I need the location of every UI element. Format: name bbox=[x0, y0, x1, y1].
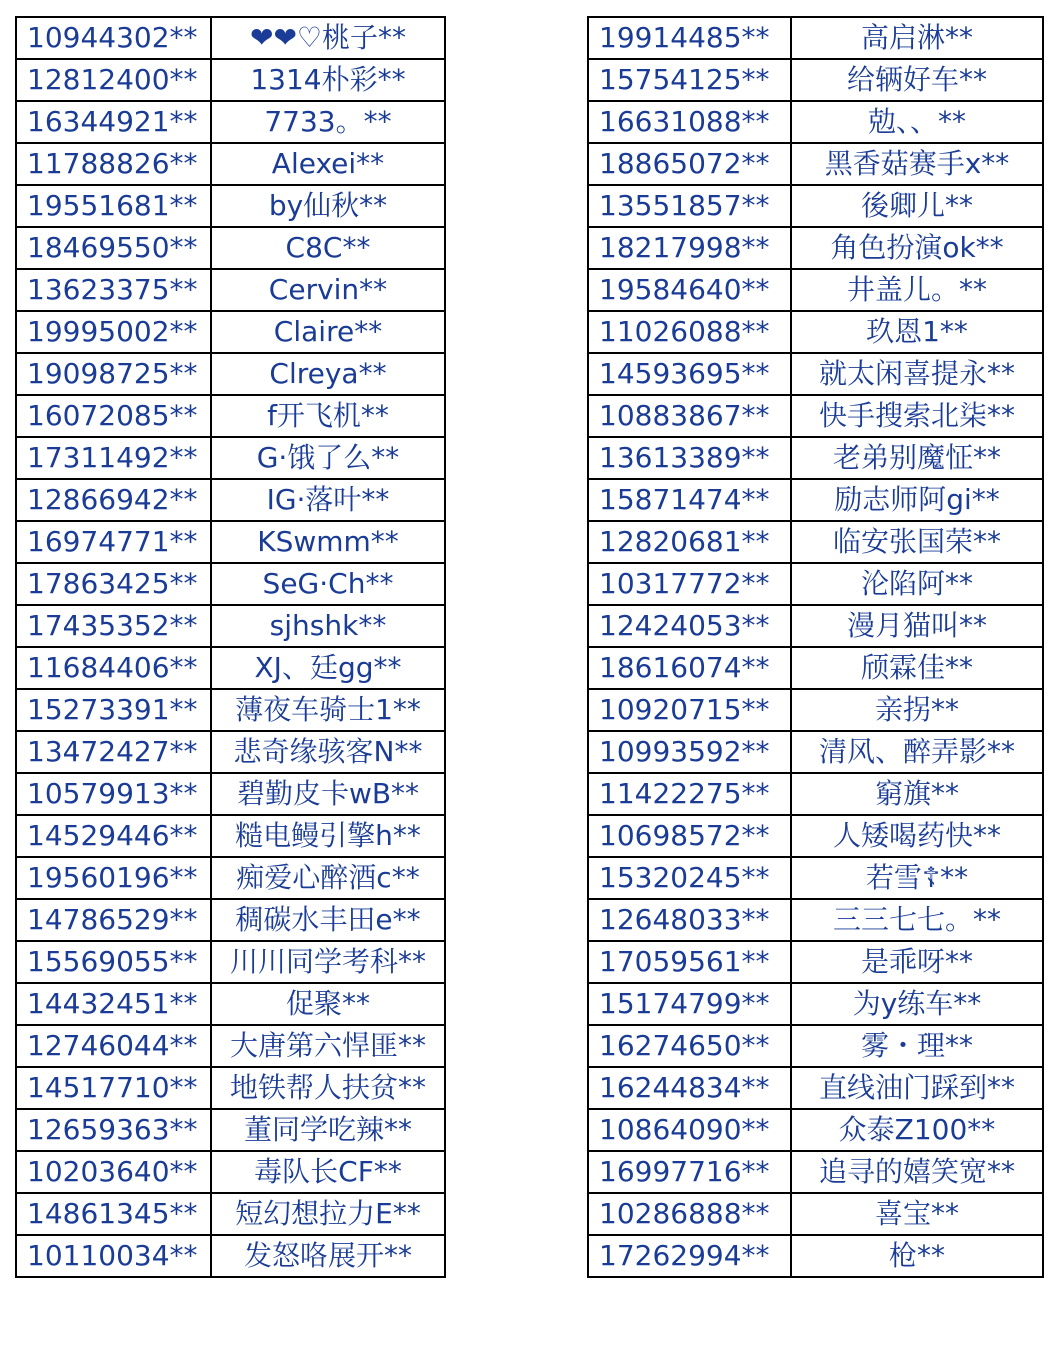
user-name-cell: 黑香菇赛手x** bbox=[791, 143, 1043, 185]
user-name-cell: XJ、廷gg** bbox=[211, 647, 445, 689]
user-id-cell: 10944302** bbox=[16, 17, 211, 59]
table-row bbox=[588, 1109, 1043, 1151]
user-name-cell: 高启淋** bbox=[791, 17, 1043, 59]
user-id-cell: 16072085** bbox=[16, 395, 211, 437]
user-id-cell: 14861345** bbox=[16, 1193, 211, 1235]
user-name-cell: 老弟别魔怔** bbox=[791, 437, 1043, 479]
user-id-cell: 16274650** bbox=[588, 1025, 791, 1067]
table-row bbox=[16, 731, 445, 773]
user-name-cell: by仙秋** bbox=[211, 185, 445, 227]
table-row bbox=[16, 857, 445, 899]
user-id-cell: 14432451** bbox=[16, 983, 211, 1025]
user-id-cell: 15320245** bbox=[588, 857, 791, 899]
user-name-cell: SeG·Ch** bbox=[211, 563, 445, 605]
user-name-cell: f开飞机** bbox=[211, 395, 445, 437]
table-row bbox=[588, 563, 1043, 605]
table-row bbox=[16, 815, 445, 857]
user-id-cell: 10920715** bbox=[588, 689, 791, 731]
user-id-cell: 15273391** bbox=[16, 689, 211, 731]
user-id-cell: 17311492** bbox=[16, 437, 211, 479]
user-name-cell: 痴爱心醉酒c** bbox=[211, 857, 445, 899]
user-name-cell: 励志师阿gi** bbox=[791, 479, 1043, 521]
table-row bbox=[16, 1067, 445, 1109]
user-id-cell: 18616074** bbox=[588, 647, 791, 689]
table-row bbox=[588, 773, 1043, 815]
user-name-cell: 7733。** bbox=[211, 101, 445, 143]
user-name-cell: Clreya** bbox=[211, 353, 445, 395]
table-row bbox=[16, 1193, 445, 1235]
table-row bbox=[588, 1193, 1043, 1235]
user-id-cell: 12424053** bbox=[588, 605, 791, 647]
user-name-cell: 颀霖佳** bbox=[791, 647, 1043, 689]
user-id-cell: 18865072** bbox=[588, 143, 791, 185]
table-row bbox=[16, 773, 445, 815]
user-id-cell: 14593695** bbox=[588, 353, 791, 395]
user-name-cell: 三三七七。** bbox=[791, 899, 1043, 941]
user-name-cell: 薄夜车骑士1** bbox=[211, 689, 445, 731]
user-id-cell: 12866942** bbox=[16, 479, 211, 521]
user-id-cell: 15871474** bbox=[588, 479, 791, 521]
user-id-cell: 10286888** bbox=[588, 1193, 791, 1235]
user-name-cell: 枪** bbox=[791, 1235, 1043, 1277]
user-name-cell: G·饿了么** bbox=[211, 437, 445, 479]
user-id-cell: 16974771** bbox=[16, 521, 211, 563]
table-row bbox=[588, 647, 1043, 689]
user-name-cell: 临安张国荣** bbox=[791, 521, 1043, 563]
user-id-cell: 13551857** bbox=[588, 185, 791, 227]
user-id-cell: 10993592** bbox=[588, 731, 791, 773]
table-row bbox=[588, 101, 1043, 143]
user-name-cell: 快手搜索北柒** bbox=[791, 395, 1043, 437]
table-row bbox=[16, 1025, 445, 1067]
user-name-cell: 发怒咯展开** bbox=[211, 1235, 445, 1277]
table-row bbox=[588, 395, 1043, 437]
table-row bbox=[588, 941, 1043, 983]
table-row bbox=[588, 353, 1043, 395]
user-id-cell: 17059561** bbox=[588, 941, 791, 983]
table-row bbox=[588, 1025, 1043, 1067]
table-row bbox=[16, 101, 445, 143]
user-name-cell: 碧勤皮卡wB** bbox=[211, 773, 445, 815]
table-row bbox=[588, 983, 1043, 1025]
user-id-cell: 10203640** bbox=[16, 1151, 211, 1193]
user-id-cell: 10698572** bbox=[588, 815, 791, 857]
table-row bbox=[588, 143, 1043, 185]
user-id-cell: 19584640** bbox=[588, 269, 791, 311]
user-id-cell: 12820681** bbox=[588, 521, 791, 563]
user-id-cell: 15569055** bbox=[16, 941, 211, 983]
user-id-cell: 12659363** bbox=[16, 1109, 211, 1151]
table-row bbox=[16, 395, 445, 437]
table-row bbox=[16, 647, 445, 689]
user-name-cell: sjhshk** bbox=[211, 605, 445, 647]
user-id-cell: 13472427** bbox=[16, 731, 211, 773]
user-id-cell: 14529446** bbox=[16, 815, 211, 857]
table-row bbox=[588, 311, 1043, 353]
table-row bbox=[588, 185, 1043, 227]
table-row bbox=[16, 311, 445, 353]
user-name-cell: 短幻想拉力E** bbox=[211, 1193, 445, 1235]
user-name-cell: 後卿儿** bbox=[791, 185, 1043, 227]
user-id-cell: 16997716** bbox=[588, 1151, 791, 1193]
table-row bbox=[588, 17, 1043, 59]
user-name-cell: 角色扮演ok** bbox=[791, 227, 1043, 269]
user-name-cell: 喜宝** bbox=[791, 1193, 1043, 1235]
table-row bbox=[16, 437, 445, 479]
user-id-cell: 19560196** bbox=[16, 857, 211, 899]
user-id-cell: 12648033** bbox=[588, 899, 791, 941]
user-name-cell: 清风、醉弄影** bbox=[791, 731, 1043, 773]
table-row bbox=[588, 899, 1043, 941]
user-id-cell: 19551681** bbox=[16, 185, 211, 227]
user-name-cell: 毒队长CF** bbox=[211, 1151, 445, 1193]
user-id-cell: 10579913** bbox=[16, 773, 211, 815]
table-row bbox=[588, 479, 1043, 521]
table-row bbox=[588, 1151, 1043, 1193]
user-name-cell: 是乖呀** bbox=[791, 941, 1043, 983]
user-name-cell: 勊、、** bbox=[791, 101, 1043, 143]
user-name-cell: 悲奇缘骇客N** bbox=[211, 731, 445, 773]
user-id-cell: 14517710** bbox=[16, 1067, 211, 1109]
table-row bbox=[16, 899, 445, 941]
user-id-cell: 12746044** bbox=[16, 1025, 211, 1067]
user-name-cell: 人矮喝药快** bbox=[791, 815, 1043, 857]
user-id-cell: 10883867** bbox=[588, 395, 791, 437]
table-row bbox=[16, 227, 445, 269]
user-name-cell: 促聚** bbox=[211, 983, 445, 1025]
table-row bbox=[16, 143, 445, 185]
table-row bbox=[16, 269, 445, 311]
table-row bbox=[16, 605, 445, 647]
table-row bbox=[16, 185, 445, 227]
user-name-cell: Claire** bbox=[211, 311, 445, 353]
user-name-cell: 井盖儿。** bbox=[791, 269, 1043, 311]
user-id-cell: 16631088** bbox=[588, 101, 791, 143]
table-row bbox=[16, 353, 445, 395]
user-id-cell: 18217998** bbox=[588, 227, 791, 269]
user-id-cell: 14786529** bbox=[16, 899, 211, 941]
user-name-cell: 川川同学考科** bbox=[211, 941, 445, 983]
user-id-cell: 19098725** bbox=[16, 353, 211, 395]
user-name-cell: 地铁帮人扶贫** bbox=[211, 1067, 445, 1109]
user-name-cell: 董同学吃辣** bbox=[211, 1109, 445, 1151]
user-id-cell: 15754125** bbox=[588, 59, 791, 101]
table-row bbox=[588, 689, 1043, 731]
user-id-cell: 12812400** bbox=[16, 59, 211, 101]
user-name-cell: 众泰Z100** bbox=[791, 1109, 1043, 1151]
user-name-cell: 若雪☦** bbox=[791, 857, 1043, 899]
table-row bbox=[16, 941, 445, 983]
user-id-cell: 17262994** bbox=[588, 1235, 791, 1277]
table-row bbox=[588, 521, 1043, 563]
user-id-cell: 10317772** bbox=[588, 563, 791, 605]
table-row bbox=[588, 731, 1043, 773]
table-row bbox=[588, 1235, 1043, 1277]
table-row bbox=[16, 59, 445, 101]
user-name-cell: 雾・理** bbox=[791, 1025, 1043, 1067]
table-row bbox=[588, 605, 1043, 647]
table-row bbox=[16, 1109, 445, 1151]
user-name-cell: Alexei** bbox=[211, 143, 445, 185]
user-name-cell: C8C** bbox=[211, 227, 445, 269]
user-id-cell: 13623375** bbox=[16, 269, 211, 311]
user-name-cell: 大唐第六悍匪** bbox=[211, 1025, 445, 1067]
user-name-cell: Cervin** bbox=[211, 269, 445, 311]
table-row bbox=[588, 227, 1043, 269]
user-id-cell: 17863425** bbox=[16, 563, 211, 605]
user-name-cell: 稠碳水丰田e** bbox=[211, 899, 445, 941]
user-id-cell: 11422275** bbox=[588, 773, 791, 815]
table-row bbox=[16, 1151, 445, 1193]
table-row bbox=[588, 815, 1043, 857]
user-name-cell: ❤❤♡桃子** bbox=[211, 17, 445, 59]
user-id-cell: 11684406** bbox=[16, 647, 211, 689]
user-name-cell: 给辆好车** bbox=[791, 59, 1043, 101]
table-row bbox=[588, 1067, 1043, 1109]
user-id-cell: 19914485** bbox=[588, 17, 791, 59]
user-name-cell: 玖恩1** bbox=[791, 311, 1043, 353]
user-id-cell: 11788826** bbox=[16, 143, 211, 185]
user-id-cell: 15174799** bbox=[588, 983, 791, 1025]
user-name-cell: 直线油门踩到** bbox=[791, 1067, 1043, 1109]
table-row bbox=[16, 563, 445, 605]
user-name-cell: 就太闲喜提永** bbox=[791, 353, 1043, 395]
user-name-cell: 窮旗** bbox=[791, 773, 1043, 815]
user-name-cell: IG·落叶** bbox=[211, 479, 445, 521]
table-row bbox=[16, 1235, 445, 1277]
user-id-cell: 16244834** bbox=[588, 1067, 791, 1109]
user-id-cell: 18469550** bbox=[16, 227, 211, 269]
user-name-cell: 为y练车** bbox=[791, 983, 1043, 1025]
left-table bbox=[15, 16, 446, 1278]
table-row bbox=[588, 437, 1043, 479]
user-id-cell: 19995002** bbox=[16, 311, 211, 353]
user-id-cell: 11026088** bbox=[588, 311, 791, 353]
table-row bbox=[588, 59, 1043, 101]
user-name-cell: 沦陷阿** bbox=[791, 563, 1043, 605]
table-row bbox=[16, 983, 445, 1025]
user-id-cell: 16344921** bbox=[16, 101, 211, 143]
table-row bbox=[16, 17, 445, 59]
user-id-cell: 17435352** bbox=[16, 605, 211, 647]
user-name-cell: 追寻的嬉笑宽** bbox=[791, 1151, 1043, 1193]
user-id-cell: 13613389** bbox=[588, 437, 791, 479]
table-row bbox=[16, 479, 445, 521]
user-name-cell: KSwmm** bbox=[211, 521, 445, 563]
table-row bbox=[16, 521, 445, 563]
user-id-cell: 10864090** bbox=[588, 1109, 791, 1151]
user-id-cell: 10110034** bbox=[16, 1235, 211, 1277]
user-name-cell: 漫月猫叫** bbox=[791, 605, 1043, 647]
user-name-cell: 糙电鳗引擎h** bbox=[211, 815, 445, 857]
user-name-cell: 1314朴彩** bbox=[211, 59, 445, 101]
user-name-cell: 亲拐** bbox=[791, 689, 1043, 731]
table-row bbox=[588, 857, 1043, 899]
table-row bbox=[16, 689, 445, 731]
right-table bbox=[587, 16, 1044, 1278]
table-row bbox=[588, 269, 1043, 311]
